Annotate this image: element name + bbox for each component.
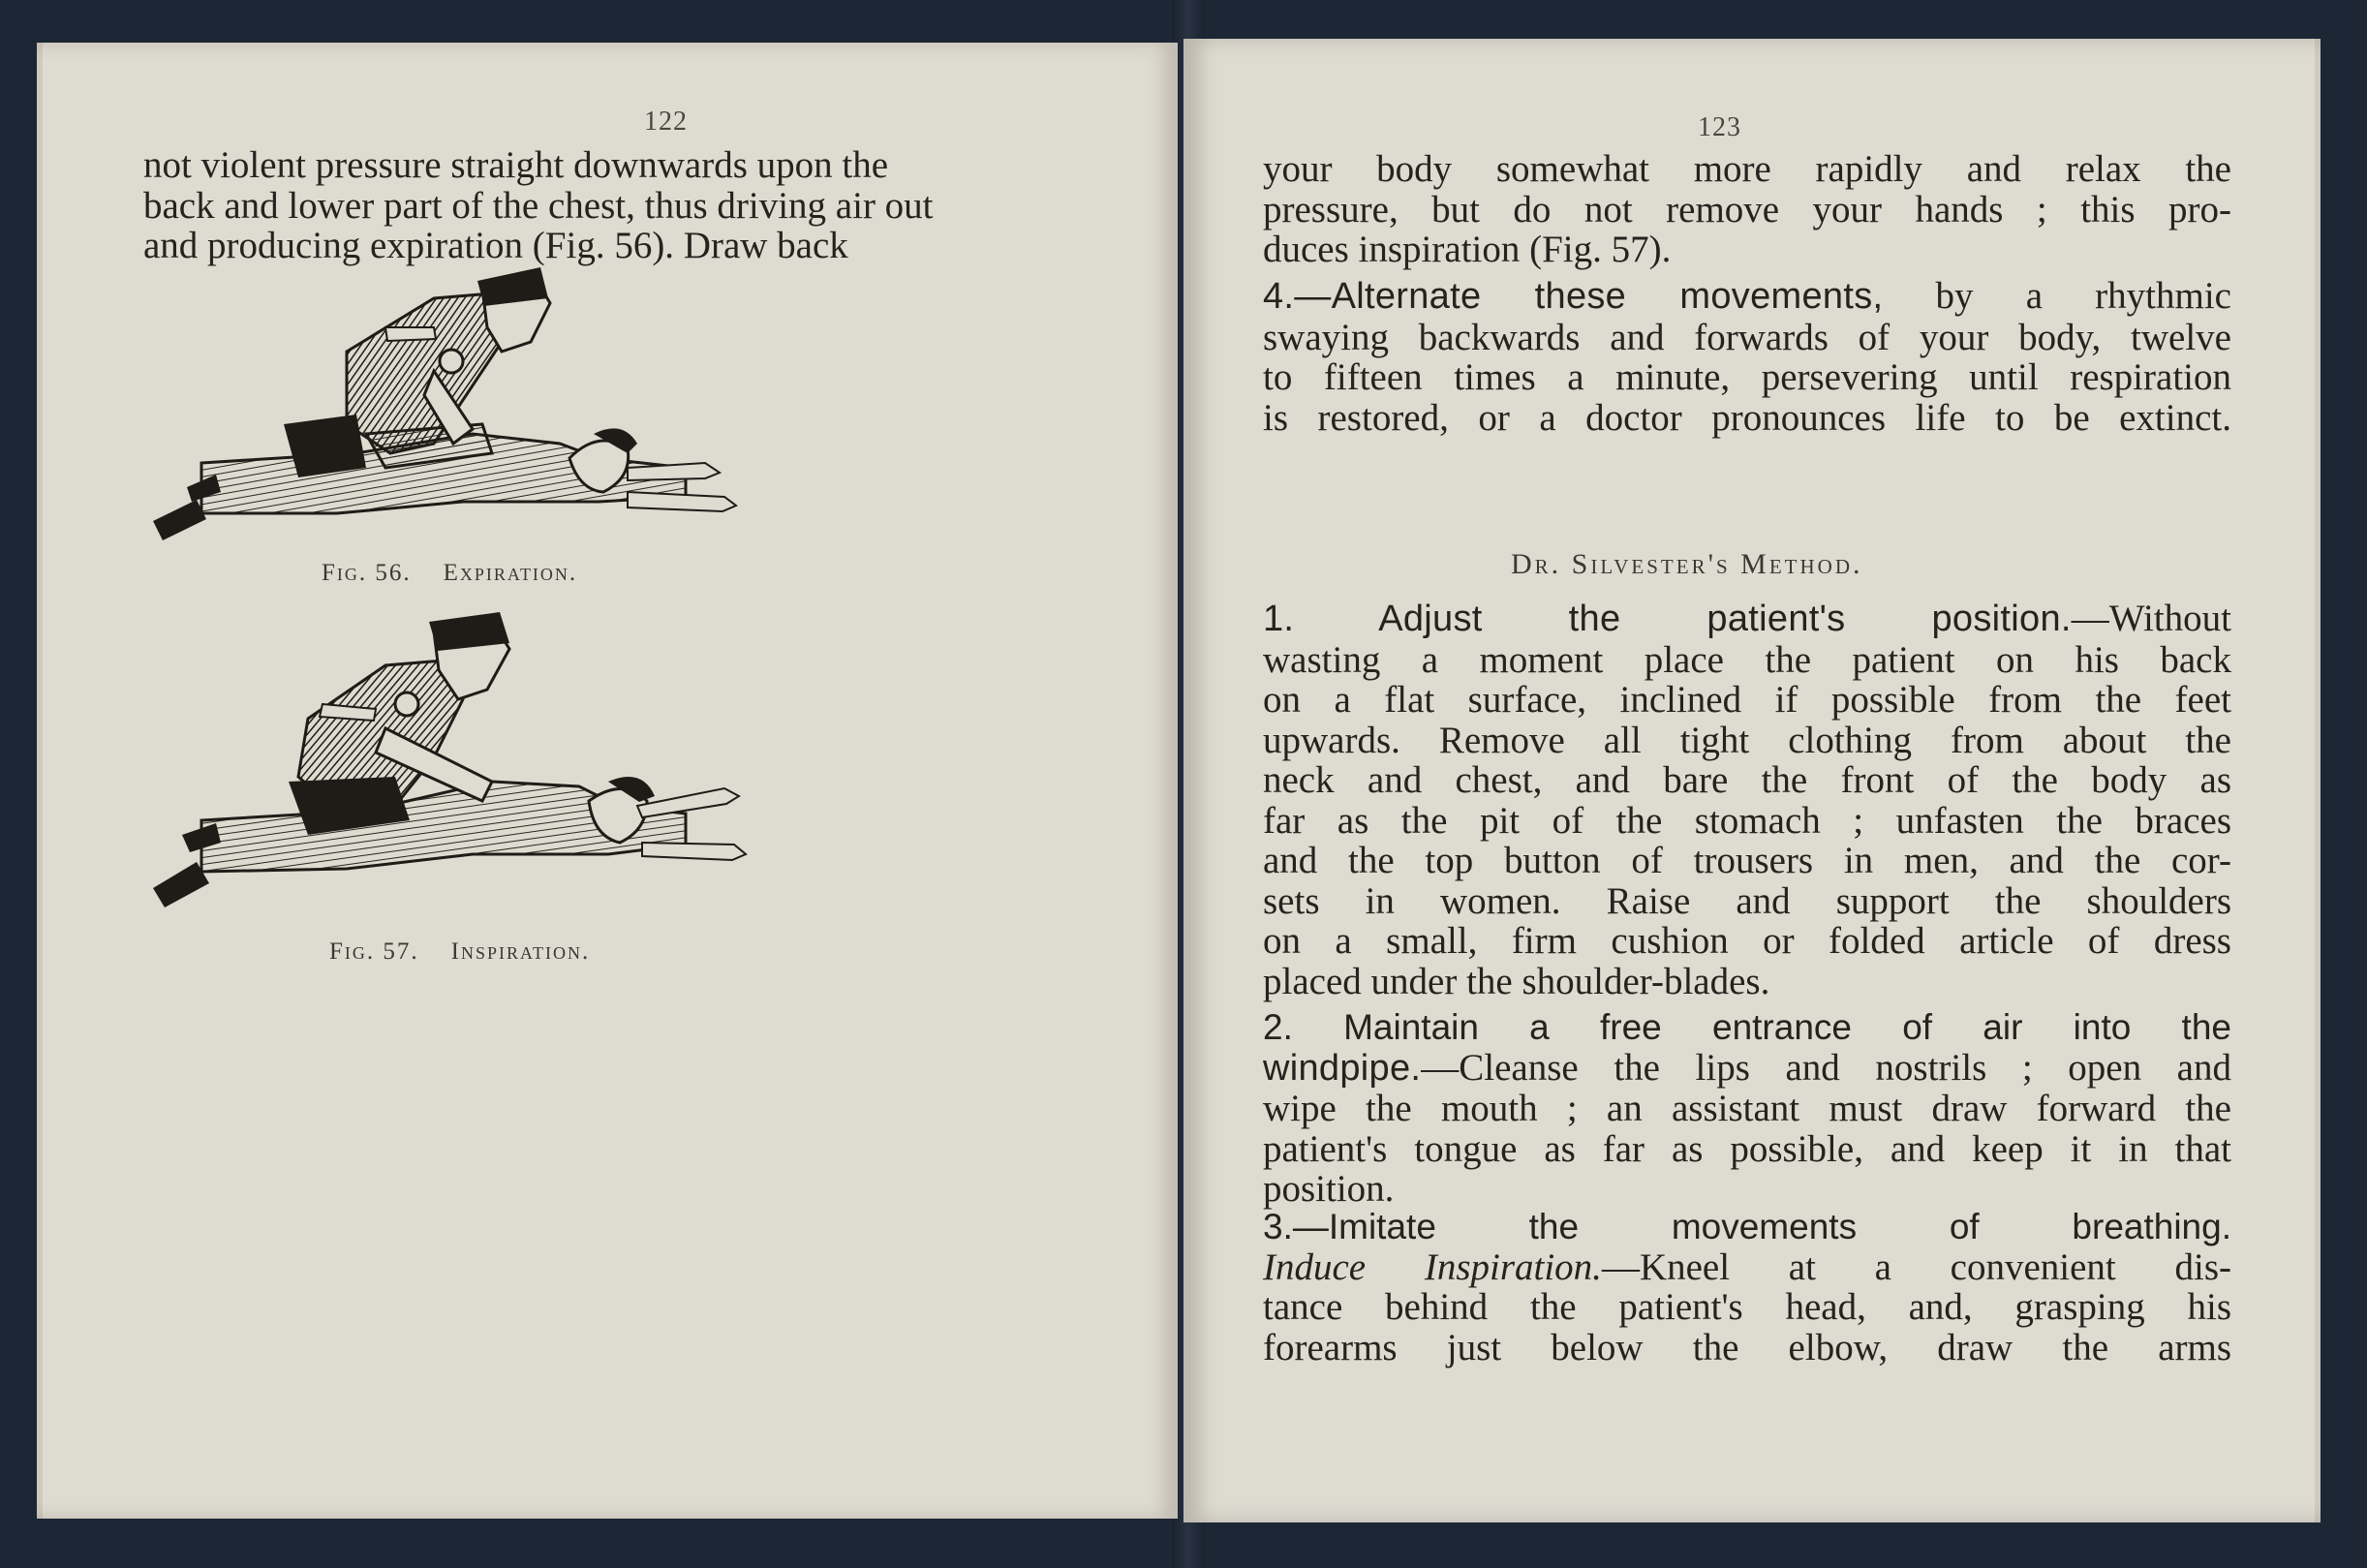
step-1 [1263, 599, 2231, 1001]
right-intro [1263, 149, 2231, 270]
right-intro-line-2: pressure, but do not remove your hands ; this pro- [1263, 188, 2231, 231]
left-page [37, 43, 1178, 1519]
figure-56-number: Fig. 56. [322, 560, 412, 586]
step-1-line-4: upwards. Remove all tight clothing from about the [1263, 719, 2231, 761]
right-intro-line-3: duces inspiration (Fig. 57). [1263, 229, 1672, 270]
step-3-heading: 3.—Imitate the movements of breathing. [1263, 1207, 2231, 1246]
left-line-2: back and lower part of the chest, thus driving air out [143, 184, 934, 227]
step-1-heading: 1. Adjust the patient's position. [1263, 599, 2072, 639]
step-3-line-1: Induce Inspiration.—Kneel at a convenient dis- [1263, 1245, 2231, 1288]
step-4-line-1: 4.—Alternate these movements, by a rhythmic [1263, 275, 2231, 317]
step-2-line-2: wipe the mouth ; an assistant must draw forward the [1263, 1088, 2231, 1129]
left-paragraph [143, 144, 934, 266]
step-3-italic-lead: Induce Inspiration. [1263, 1245, 1602, 1288]
step-2-line-3: patient's tongue as far as possible, and keep it in that [1263, 1127, 2231, 1170]
page-number-left: 122 [644, 107, 688, 137]
left-line-1: not violent pressure straight downwards upon the [143, 144, 889, 186]
figure-56-title: Expiration. [443, 560, 578, 586]
step-1-line-5: neck and chest, and bare the front of the body as [1263, 759, 2231, 801]
step-1-line-2: wasting a moment place the patient on his back [1263, 638, 2231, 681]
step-1-line-6: far as the pit of the stomach ; unfasten the braces [1263, 799, 2231, 842]
page-number-right: 123 [1698, 112, 1741, 142]
step-2 [1263, 1007, 2231, 1210]
step-1-line-9: on a small, firm cushion or folded article of dress [1263, 920, 2231, 962]
step-4-line-2: swaying backwards and forwards of your body, twelve [1263, 316, 2231, 358]
figure-57-title: Inspiration. [450, 938, 591, 965]
step-1-line-10: placed under the shoulder-blades. [1263, 960, 1770, 1002]
step-3 [1263, 1207, 2231, 1368]
step-2-heading-line-1: 2. Maintain a free entrance of air into the [1263, 1007, 2231, 1047]
step-1-line-8: sets in women. Raise and support the shoulders [1263, 879, 2231, 922]
figure-57-caption [329, 938, 590, 966]
step-1-line-3: on a flat surface, inclined if possible from the feet [1263, 679, 2231, 721]
figure-56-caption [322, 560, 577, 587]
section-heading: Dr. Silvester's Method. [1511, 548, 1863, 580]
step-4-line-4: is restored, or a doctor pronounces life to be extinct. [1263, 396, 2231, 439]
step-4 [1263, 276, 2231, 438]
step-3-line-2: tance behind the patient's head, and, grasping his [1263, 1286, 2231, 1328]
figure-57-illustration [143, 612, 773, 941]
step-1-line-7: and the top button of trousers in men, and the cor- [1263, 840, 2231, 881]
step-2-heading-word: windpipe. [1263, 1047, 1422, 1089]
step-4-line-3: to fifteen times a minute, persevering until respiration [1263, 356, 2231, 398]
right-intro-line-1: your body somewhat more rapidly and relax the [1263, 148, 2231, 190]
right-page [1184, 39, 2321, 1522]
step-2-line-4: position. [1263, 1168, 1395, 1210]
figure-56-illustration [143, 260, 773, 550]
step-4-heading: 4.—Alternate these movements, [1263, 276, 1884, 317]
figure-57-number: Fig. 57. [329, 938, 419, 965]
step-2-line-1: windpipe.—Cleanse the lips and nostrils ; open and [1263, 1046, 2231, 1089]
step-3-line-3: forearms just below the elbow, draw the arms [1263, 1326, 2231, 1368]
left-line-3: and producing expiration (Fig. 56). Draw back [143, 225, 848, 266]
step-1-line-1: 1. Adjust the patient's position.—Without [1263, 598, 2231, 639]
